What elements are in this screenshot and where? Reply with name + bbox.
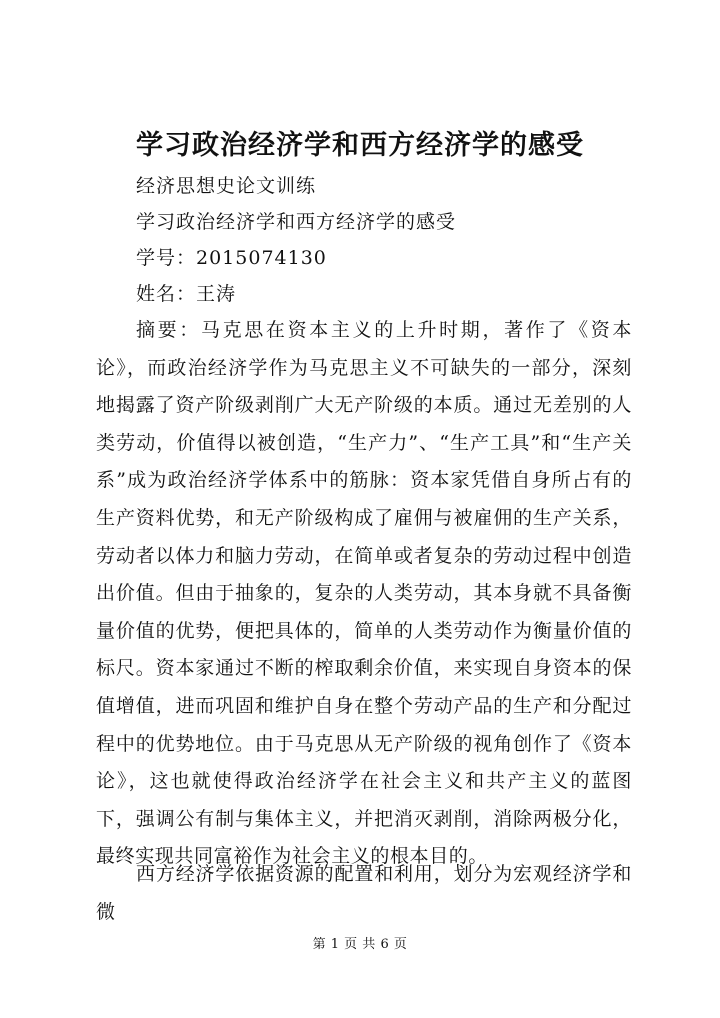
body-paragraph: 西方经济学依据资源的配置和利用，划分为宏观经济学和微 [96, 863, 632, 923]
course-line: 经济思想史论文训练 [136, 175, 317, 197]
student-name-line: 姓名：王涛 [136, 283, 237, 305]
student-id-line: 学号：2015074130 [136, 247, 327, 269]
subtitle-line: 学习政治经济学和西方经济学的感受 [136, 211, 457, 233]
document-title: 学习政治经济学和西方经济学的感受 [136, 130, 584, 161]
page-footer: 第 1 页 共 6 页 [312, 937, 408, 952]
abstract-paragraph: 摘要：马克思在资本主义的上升时期，著作了《资本论》，而政治经济学作为马克思主义不可缺失的一部分，深刻地揭露了资产阶级剥削广大无产阶级的本质。通过无差别的人类劳动，价值得以被创造，“生产力”、“生产工具”和“生产关系”成为政治经济学体系中的筋脉：资本家凭借自身所占有的生产资料优势，和无产阶级构成了雇佣与被雇佣的生产关系，劳动者以体力和脑力劳动，在简单或者复杂的劳动过程中创造出价值。但由于抽象的，复杂的人类劳动，其本身就不具备衡量价值的优势，便把具体的，简单的人类劳动作为衡量价值的标尺。资本家通过不断的榨取剩余价值，来实现自身资本的保值增值，进而巩固和维护自身在整个劳动产品的生产和分配过程中的优势地位。由于马克思从无产阶级的视角创作了《资本论》，这也就使得政治经济学在社会主义和共产主义的蓝图下，强调公有制与集体主义，并把消灭剥削，消除两极分化，最终实现共同富裕作为社会主义的根本目的。 [96, 319, 632, 868]
